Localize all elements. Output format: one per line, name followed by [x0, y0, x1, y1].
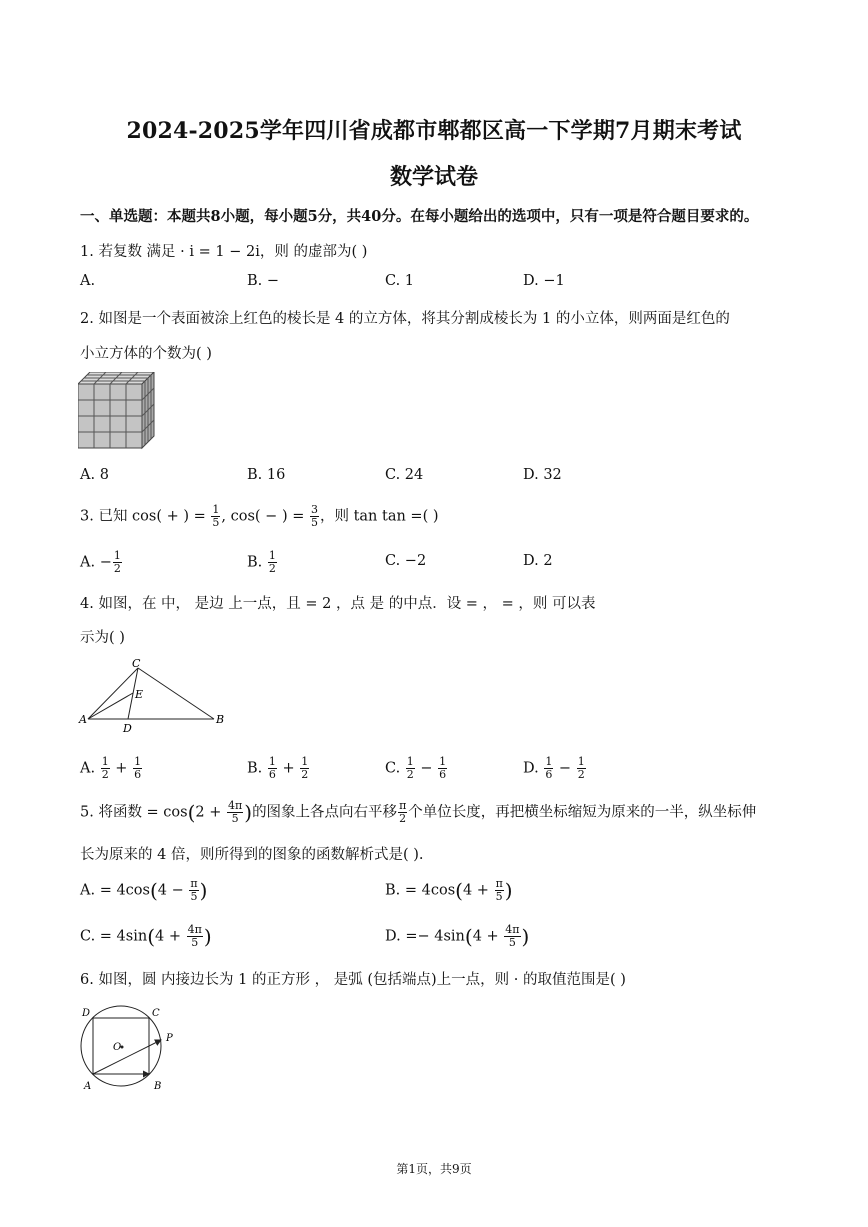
- q3-fraction-2: $\frac{3}{5}$: [310, 503, 318, 529]
- q4-side-ac: [88, 668, 138, 719]
- q3-stem-part1: 3. 已知 cos( + ) =: [80, 508, 211, 525]
- q2-cube-figure: [78, 372, 164, 452]
- q6-label-a: A: [84, 1081, 92, 1092]
- q4-stem-line1: 4. 如图，在 中， 是边 上一点，且 = 2 ，点 是 的中点．设 = ， = ，则 可以表: [80, 596, 596, 612]
- q4-label-d: D: [123, 722, 132, 735]
- q2-option-d: D. 32: [523, 467, 562, 483]
- q2-stem-line2: 小立方体的个数为( ): [80, 346, 212, 362]
- section-heading: 一、单选题：本题共8小题，每小题5分，共40分。在每小题给出的选项中，只有一项是符合题目要求的。: [80, 208, 759, 225]
- q4-option-b: B. $\frac{1}{6}$ + $\frac{1}{2}$: [247, 755, 309, 781]
- q4-triangle-figure: [78, 656, 228, 736]
- q6-label-p: P: [166, 1033, 173, 1044]
- exam-subtitle: 数学试卷: [389, 164, 478, 190]
- q6-circle-square-figure: [78, 1000, 188, 1096]
- q2-stem-line1: 2. 如图是一个表面被涂上红色的棱长是 4 的立方体，将其分割成棱长为 1 的小立体，则两面是红色的: [80, 311, 730, 327]
- q4-label-e: E: [135, 688, 144, 701]
- q4-label-b: B: [216, 713, 225, 726]
- q1-stem: 1. 若复数 满足 · i = 1 − 2i，则 的虚部为( ): [80, 244, 368, 260]
- q6-vector-ap: [93, 1040, 161, 1074]
- q4-label-c: C: [132, 657, 141, 670]
- q4-stem-line2: 示为( ): [80, 630, 125, 646]
- q1-option-d: D. −1: [523, 273, 565, 289]
- q6-label-b: B: [154, 1081, 162, 1092]
- q5-option-c: C. = 4sin(4 + $\frac{4\pi}{5}$ ): [80, 923, 212, 949]
- exam-title: 2024-2025学年四川省成都市郫都区高一下学期7月期末考试: [126, 118, 742, 144]
- q6-stem: 6. 如图，圆 内接边长为 1 的正方形 ， 是弧 (包括端点)上一点，则 · 的取值范围是( ): [80, 972, 626, 988]
- q2-option-c: C. 24: [385, 467, 424, 483]
- q4-option-a: A. $\frac{1}{2}$ + $\frac{1}{6}$: [80, 755, 142, 781]
- q3-option-b: B. $\frac{1}{2}$: [247, 549, 276, 575]
- q5-option-b: B. = 4cos(4 + $\frac{\pi}{5}$ ): [385, 877, 513, 903]
- q3-option-d: D. 2: [523, 553, 553, 569]
- q3-option-c: C. −2: [385, 553, 427, 569]
- q4-label-a: A: [79, 713, 87, 726]
- q5-stem-line2: 长为原来的 4 倍，则所得到的图象的函数解析式是( ).: [80, 847, 424, 863]
- q6-label-o: O: [113, 1042, 122, 1053]
- q4-option-d: D. $\frac{1}{6}$ − $\frac{1}{2}$: [523, 755, 585, 781]
- q4-side-cb: [138, 668, 214, 719]
- q5-option-d: D. =− 4sin(4 + $\frac{4\pi}{5}$ ): [385, 923, 530, 949]
- q3-option-a: A. − $\frac{1}{2}$: [80, 549, 121, 575]
- q1-option-a: A.: [80, 273, 96, 289]
- q3-stem-part2: , cos( − ) =: [221, 508, 309, 525]
- q3-stem-part3: ，则 tan tan =( ): [319, 508, 439, 525]
- q3-fraction-1: $\frac{1}{5}$: [212, 503, 220, 529]
- q4-segment-ae: [88, 693, 133, 719]
- q5-option-a: A. = 4cos(4 − $\frac{\pi}{5}$ ): [80, 877, 208, 903]
- q4-option-c: C. $\frac{1}{2}$ − $\frac{1}{6}$: [385, 755, 447, 781]
- q6-label-d: D: [82, 1008, 91, 1019]
- q1-option-c: C. 1: [385, 273, 415, 289]
- q2-option-a: A. 8: [80, 467, 109, 483]
- q2-option-b: B. 16: [247, 467, 286, 483]
- q5-stem-line1: 5. 将函数 = cos(2 + $\frac{4\pi}{5}$ )的图象上各点向右平移 $\frac{\pi}{2}$ 个单位长度，再把横坐标缩短为原来的一半，纵坐标伸: [80, 799, 757, 825]
- q1-option-b: B. −: [247, 273, 280, 289]
- q3-stem: [80, 504, 439, 529]
- page-footer: 第1页，共9页: [396, 1162, 472, 1176]
- q6-label-c: C: [152, 1008, 160, 1019]
